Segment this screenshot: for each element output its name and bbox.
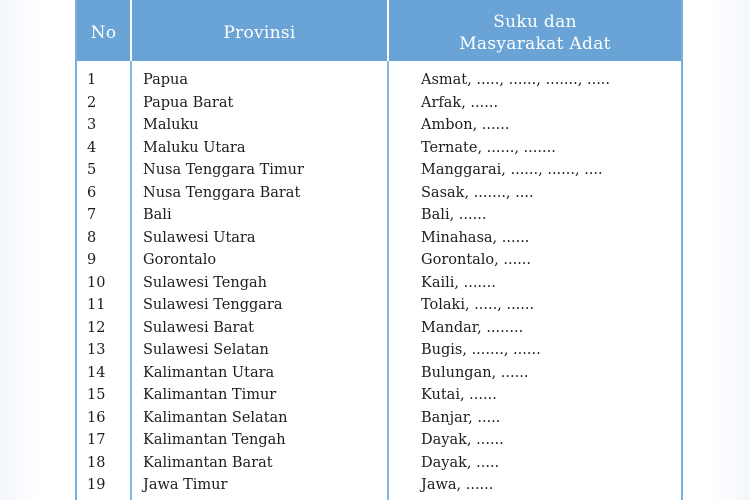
- table-row: [77, 363, 681, 386]
- cell-suku: Bugis, ......., ......: [421, 342, 541, 358]
- cell-no: 6: [87, 184, 97, 201]
- cell-no: 5: [87, 162, 97, 178]
- cell-no: 16: [87, 409, 106, 426]
- cell-no: 14: [87, 364, 106, 381]
- left-shade: [0, 0, 40, 500]
- cell-suku: Banjar, .....: [421, 409, 501, 426]
- table-row: [77, 430, 681, 453]
- cell-provinsi: Bali: [143, 207, 172, 223]
- cell-no: 10: [87, 274, 106, 291]
- cell-suku: Bulungan, ......: [421, 364, 529, 381]
- table-body: [77, 70, 681, 498]
- cell-provinsi: Kalimantan Tengah: [143, 432, 286, 448]
- header-divider-1: [130, 0, 132, 61]
- table-row: [77, 475, 681, 498]
- cell-suku: Tolaki, ....., ......: [421, 297, 535, 313]
- cell-no: 17: [87, 432, 106, 448]
- cell-suku: Kutai, ......: [421, 387, 497, 403]
- cell-provinsi: Kalimantan Barat: [143, 454, 273, 471]
- cell-provinsi: Jawa Timur: [143, 477, 228, 493]
- cell-suku: Mandar, ........: [421, 319, 524, 336]
- table-row: [77, 115, 681, 138]
- table-row: [77, 93, 681, 116]
- cell-no: 11: [87, 297, 106, 313]
- cell-provinsi: Kalimantan Timur: [143, 387, 277, 403]
- cell-suku: Dayak, .....: [421, 454, 500, 471]
- cell-suku: Arfak, ......: [421, 94, 499, 111]
- table-row: [77, 318, 681, 341]
- cell-no: 3: [87, 117, 97, 133]
- cell-no: 2: [87, 94, 97, 111]
- cell-provinsi: Sulawesi Tengah: [143, 274, 267, 291]
- table-row: [77, 453, 681, 476]
- table-row: [77, 273, 681, 296]
- cell-provinsi: Kalimantan Utara: [143, 364, 275, 381]
- cell-no: 1: [87, 72, 97, 88]
- cell-suku: Bali, ......: [421, 207, 487, 223]
- cell-suku: Kaili, .......: [421, 274, 496, 291]
- header-divider-2: [387, 0, 389, 61]
- cell-provinsi: Sulawesi Tenggara: [143, 297, 283, 313]
- cell-suku: Jawa, ......: [421, 477, 494, 493]
- cell-provinsi: Sulawesi Utara: [143, 229, 256, 246]
- table-row: [77, 228, 681, 251]
- cell-no: 9: [87, 252, 97, 268]
- cell-provinsi: Nusa Tenggara Barat: [143, 184, 301, 201]
- header-suku-line1: Suku dan: [493, 11, 577, 32]
- cell-provinsi: Sulawesi Barat: [143, 319, 254, 336]
- cell-no: 13: [87, 342, 106, 358]
- cell-suku: Ternate, ......, .......: [421, 139, 556, 156]
- cell-suku: Gorontalo, ......: [421, 252, 532, 268]
- cell-provinsi: Kalimantan Selatan: [143, 409, 288, 426]
- cell-suku: Dayak, ......: [421, 432, 504, 448]
- cell-provinsi: Papua: [143, 72, 189, 88]
- cell-no: 4: [87, 139, 97, 156]
- table-row: [77, 138, 681, 161]
- table-header: [77, 0, 681, 61]
- cell-suku: Manggarai, ......, ......, ....: [421, 162, 603, 178]
- cell-no: 15: [87, 387, 106, 403]
- table-row: [77, 205, 681, 228]
- cell-no: 18: [87, 454, 106, 471]
- table-row: [77, 250, 681, 273]
- cell-suku: Sasak, ......., ....: [421, 184, 534, 201]
- header-no: No: [90, 22, 117, 43]
- cell-provinsi: Gorontalo: [143, 252, 217, 268]
- right-shade: [710, 0, 750, 500]
- cell-no: 7: [87, 207, 97, 223]
- cell-provinsi: Maluku: [143, 117, 199, 133]
- header-provinsi: Provinsi: [223, 22, 296, 43]
- table-row: [77, 385, 681, 408]
- table-row: [77, 295, 681, 318]
- province-tribe-table: [75, 0, 683, 500]
- cell-provinsi: Sulawesi Selatan: [143, 342, 269, 358]
- cell-no: 19: [87, 477, 106, 493]
- cell-suku: Ambon, ......: [421, 117, 510, 133]
- table-row: [77, 408, 681, 431]
- cell-no: 12: [87, 319, 106, 336]
- cell-no: 8: [87, 229, 97, 246]
- cell-suku: Asmat, ....., ......, ......., .....: [421, 72, 611, 88]
- cell-provinsi: Nusa Tenggara Timur: [143, 162, 304, 178]
- cell-provinsi: Papua Barat: [143, 94, 234, 111]
- table-row: [77, 183, 681, 206]
- header-suku: [389, 0, 681, 61]
- header-suku-line2: Masyarakat Adat: [459, 33, 611, 54]
- table-row: [77, 160, 681, 183]
- cell-provinsi: Maluku Utara: [143, 139, 246, 156]
- cell-suku: Minahasa, ......: [421, 229, 530, 246]
- table-row: [77, 70, 681, 93]
- table-row: [77, 340, 681, 363]
